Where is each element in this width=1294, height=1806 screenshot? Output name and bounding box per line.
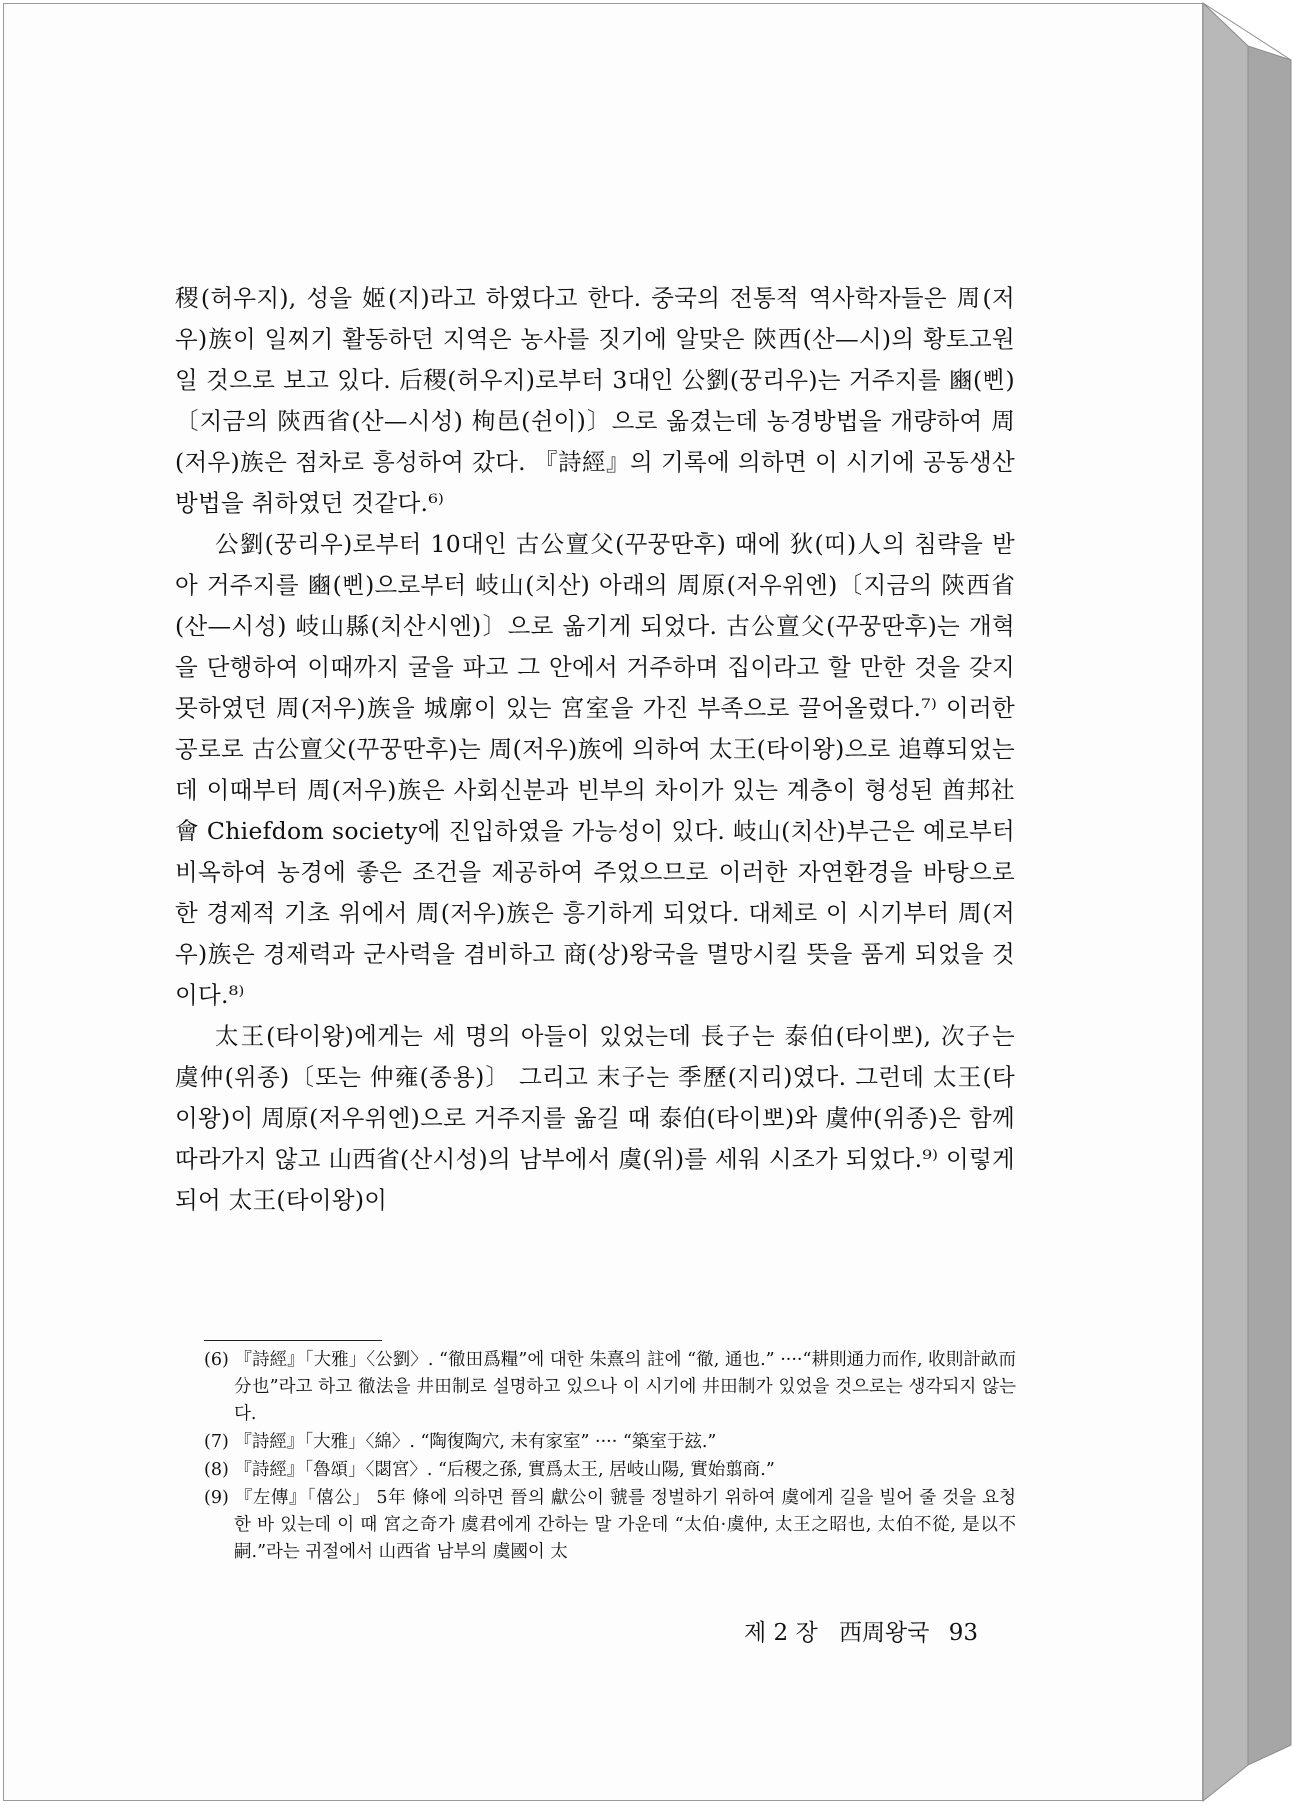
book-page xyxy=(3,3,1203,1801)
paragraph-2: 公劉(꿍리우)로부터 10대인 古公亶父(꾸꿍딴후) 때에 狄(띠)人의 침략을 받아 거주지를 豳(삔)으로부터 岐山(치산) 아래의 周原(저우위엔)〔지금의 陝西省(산—시성) 岐山縣(치산시엔)〕으로 옮기게 되었다. 古公亶父(꾸꿍딴후)는 개혁을 단행하여 이때까지 굴을 파고 그 안에서 거주하며 집이라고 할 만한 것을 갖지 못하였던 周(저우)族을 城廓이 있는 宮室을 가진 부족으로 끌어올렸다.⁷⁾ 이러한 공로로 古公亶父(꾸꿍딴후)는 周(저우)族에 의하여 太王(타이왕)으로 追尊되었는데 이때부터 周(저우)族은 사회신분과 빈부의 차이가 있는 계층이 형성된 酋邦社會 Chiefdom society에 진입하였을 가능성이 있다. 岐山(치산)부근은 예로부터 비옥하여 농경에 좋은 조건을 제공하여 주었으므로 이러한 자연환경을 바탕으로 한 경제적 기초 위에서 周(저우)族은 흥기하게 되었다. 대체로 이 시기부터 周(저우)族은 경제력과 군사력을 겸비하고 商(상)왕국을 멸망시킬 뜻을 품게 되었을 것이다.⁸⁾ xyxy=(175,530,1015,1009)
chapter-label: 제 2 장 xyxy=(744,1620,818,1646)
footnote-rule xyxy=(204,1340,382,1341)
page-number: 93 xyxy=(948,1620,979,1646)
paragraph-1: 稷(허우지), 성을 姬(지)라고 하였다고 한다. 중국의 전통적 역사학자들은 周(저우)族이 일찌기 활동하던 지역은 농사를 짓기에 알맞은 陝西(산—시)의 황토고원일 것으로 보고 있다. 后稷(허우지)로부터 3대인 公劉(꿍리우)는 거주지를 豳(삔)〔지금의 陝西省(산—시성) 栒邑(쉰이)〕으로 옮겼는데 농경방법을 개량하여 周(저우)族은 점차로 흥성하여 갔다. 『詩經』의 기록에 의하면 이 시기에 공동생산방법을 취하였던 것같다.⁶⁾ xyxy=(175,284,1015,517)
paragraph-3: 太王(타이왕)에게는 세 명의 아들이 있었는데 長子는 泰伯(타이뽀), 次子는 虞仲(위종)〔또는 仲雍(종용)〕 그리고 末子는 季歷(지리)였다. 그런데 太王(타이왕)이 周原(저우위엔)으로 거주지를 옮길 때 泰伯(타이뽀)와 虞仲(위종)은 함께 따라가지 않고 山西省(산시성)의 남부에서 虞(위)를 세워 시조가 되었다.⁹⁾ 이렇게 되어 太王(타이왕)이 xyxy=(175,1022,1015,1214)
running-footer xyxy=(744,1614,984,1647)
footnotes xyxy=(204,1347,1016,1567)
footnote-8: (8) 『詩經』「魯頌」〈閟宮〉. “后稷之孫, 實爲太王, 居岐山陽, 實始翦商.” xyxy=(204,1460,775,1480)
footnote-7: (7) 『詩經』「大雅」〈綿〉. “陶復陶穴, 未有家室” ···· “築室于玆.” xyxy=(204,1432,717,1452)
chapter-title: 西周왕국 xyxy=(839,1620,930,1646)
body-text xyxy=(175,278,1015,1221)
footnote-9: (9) 『左傳』「僖公」 5年 條에 의하면 晉의 獻公이 虢를 정벌하기 위하여 虞에게 길을 빌어 줄 것을 요청한 바 있는데 이 때 宮之奇가 虞君에게 간하는 말 가운데 “太伯·虞仲, 太王之昭也, 太伯不從, 是以不嗣.”라는 귀절에서 山西省 남부의 虞國이 太 xyxy=(204,1488,1016,1562)
footnote-6: (6) 『詩經』「大雅」〈公劉〉. “徹田爲糧”에 대한 朱熹의 註에 “徹, 通也.” ····“耕則通力而作, 收則計畝而分也”라고 하고 徹法을 井田制로 설명하고 있으나 이 시기에 井田制가 있었을 것으로는 생각되지 않는다. xyxy=(204,1350,1016,1424)
